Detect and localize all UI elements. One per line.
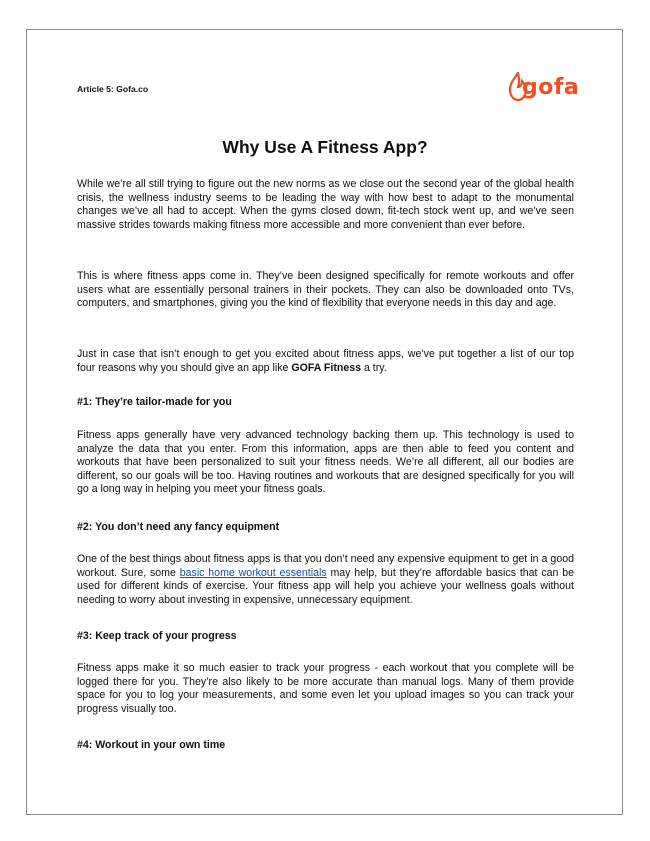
article-label: Article 5: Gofa.co <box>77 84 149 94</box>
intro-paragraph-3: Just in case that isn’t enough to get you excited about fitness apps, we’ve put together a list of our top four reasons why you should give an app like GOFA Fitness a try. <box>77 348 574 374</box>
section-body-3: Fitness apps make it so much easier to track your progress - each workout that you complete will be logged there for you. They’re also likely to be more accurate than manual logs. Many of them provide space for you to log your measurements, and some even let you upload images so you can track your progress visually too. <box>77 662 574 715</box>
intro-paragraph-2: This is where fitness apps come in. They’ve been designed specifically for remote workouts and offer users what are essentially personal trainers in their pockets. They can also be downloaded onto TVs, computers, and smartphones, giving you the kind of flexibility that everyone needs in this day and age. <box>77 270 574 310</box>
section-heading-3: #3: Keep track of your progress <box>77 630 237 642</box>
page-title: Why Use A Fitness App? <box>222 137 428 157</box>
workout-essentials-link[interactable]: basic home workout essentials <box>179 566 327 579</box>
section-body-1: Fitness apps generally have very advanced technology backing them up. This technology is used to analyze the data that you enter. From this information, apps are then able to feed you content and workouts that have been personalized to suit your fitness needs. We’re all different, all our bodies are different, so our goals will be too. Having routines and workouts that are designed specifically for you will go a long way in helping you meet your fitness goals. <box>77 429 574 496</box>
brand-name: GOFA Fitness <box>291 361 362 374</box>
gofa-logo <box>508 68 578 106</box>
intro-paragraph-1: While we’re all still trying to figure out the new norms as we close out the second year of the global health crisis, the wellness industry seems to be leading the way with how best to adapt to the monumental changes we’ve all had to accept. When the gyms closed down, fit-tech stock went up, and we’ve seen massive strides towards making fitness more accessible and more convenient than ever before. <box>77 178 574 231</box>
section-body-2: One of the best things about fitness apps is that you don’t need any expensive equipment to get in a good workout. Sure, some basic home workout essentials may help, but they’re affordable basics that can be used for different kinds of exercise. Your fitness app will help you achieve your wellness goals without needing to worry about investing in expensive, unnecessary equipment. <box>77 553 574 606</box>
section-heading-4: #4: Workout in your own time <box>77 739 226 751</box>
logo-text: gofa <box>522 75 580 100</box>
section-heading-2: #2: You don’t need any fancy equipment <box>77 521 280 533</box>
section-heading-1: #1: They’re tailor-made for you <box>77 396 232 408</box>
